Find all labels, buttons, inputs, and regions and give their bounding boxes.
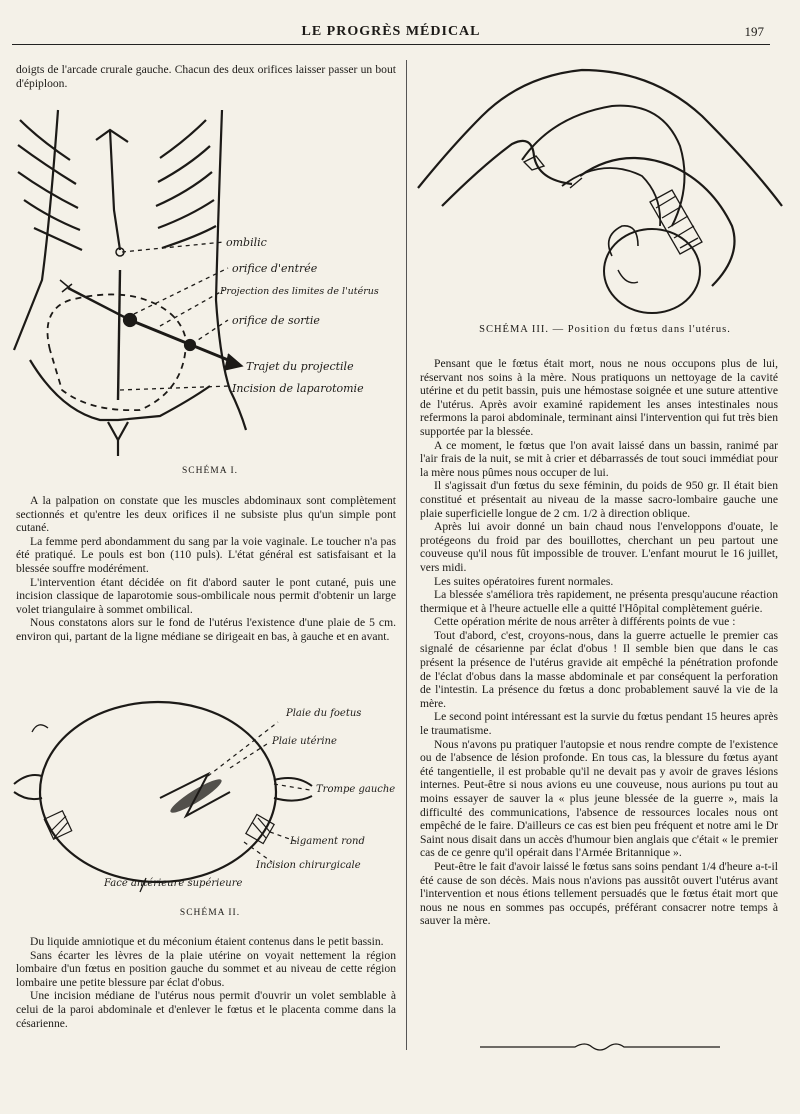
page-number: 197 xyxy=(744,24,764,39)
left-middle-text xyxy=(16,494,396,644)
left-bottom-text xyxy=(16,935,396,1030)
label-trajet-projectile: Trajet du projectile xyxy=(246,360,354,373)
paragraph: A la palpation on constate que les muscles abdominaux sont complètement sectionnés et qu'entre les deux orifices il ne subsiste plus qu'un simple pont cutané. xyxy=(16,494,396,535)
schema-3-figure xyxy=(412,56,787,318)
paragraph: La blessée s'améliora très rapidement, ne présenta presqu'aucune réaction thermique et à l'heure actuelle elle a quitté l'Hôpital complètement guérie. xyxy=(420,588,778,615)
paragraph: Peut-être le fait d'avoir laissé le fœtus sans soins pendant 1/4 d'heure a-t-il été cause de son décès. Mais nous n'avions pas aussitôt ouvert l'utérus avant l'intervention et nous étions tellement persuadés que le fœtus était mort que nous ne nous en sommes pas occupés, préférant consacrer notre temps à sauver la mère. xyxy=(420,859,778,928)
paragraph: Après lui avoir donné un bain chaud nous l'enveloppons d'ouate, le protégeons du froid par des bouillottes, cherchant un peu partout une couveuse qu'il nous fût impossible de trouver. L'enfant mourut le 16 juillet, vers midi. xyxy=(420,520,778,574)
schema-3-caption: SCHÉMA III. — Position du fœtus dans l'utérus. xyxy=(479,324,731,335)
journal-title: LE PROGRÈS MÉDICAL xyxy=(301,24,481,39)
label-trompe-gauche: Trompe gauche xyxy=(316,784,396,795)
label-orifice-sortie: orifice de sortie xyxy=(232,314,320,327)
paragraph: L'intervention étant décidée on fit d'abord sauter le pont cutané, puis une incision classique de laparotomie sous-ombilicale nous permit d'obtenir un large volet triangulaire à sommet ombilical. xyxy=(16,575,396,616)
paragraph: Tout d'abord, c'est, croyons-nous, dans la guerre actuelle le premier cas signalé de césarienne par éclat d'obus ! Il semble bien que dans le cas présent la présence de l'utérus gravide ait empêché la pénétration profonde de l'éclat d'obus dans la masse abdominale et par conséquent la perforation de l'intestin. La présence du fœtus a donc probablement sauvé la vie de la mère. xyxy=(420,628,778,710)
paragraph: Pensant que le fœtus était mort, nous ne nous occupons plus de lui, réservant nos soins à la mère. Nous pratiquons un nettoyage de la cavité utérine et du petit bassin, puis une hémostase soignée et une suture attentive de l'utérus. Après avoir examiné rapidement les anses intestinales nous refermons la paroi abdominale, terminant ainsi l'intervention qui fut très bien supportée par la blessée. xyxy=(420,357,778,438)
schema-1-caption: SCHÉMA I. xyxy=(182,466,238,476)
schema-2-caption: SCHÉMA II. xyxy=(179,908,241,918)
paragraph: Une incision médiane de l'utérus nous permit d'ouvrir un volet semblable à celui de la paroi abdominale et d'enlever le fœtus et le placenta comme dans la césarienne. xyxy=(16,989,396,1030)
column-divider xyxy=(406,60,407,1050)
right-column-text xyxy=(420,357,778,928)
paragraph: Nous n'avons pu pratiquer l'autopsie et nous rendre compte de l'existence ou de l'absence de lésion profonde. En tous cas, la blessure du fœtus ayant été tangentielle, il est probable qu'il ne devait pas y avoir de graves lésions internes. Peut-être si nous avions eu une couveuse, nous aurions pu tout au moins essayer de sauver la « plus jeune blessée de la guerre », mais la difficulté des communications, l'absence de ressources locales nous ont empêché de le faire. D'ailleurs ce cas est bien peu fréquent et notre ami le Dr Saint nous disait dans un accès d'humour bien anglais que c'était « le premier cas de ce genre qu'il opérait dans l'Armée Britannique ». xyxy=(420,737,778,860)
label-ligament-rond: Ligament rond xyxy=(290,836,365,847)
label-plaie-uterine: Plaie utérine xyxy=(272,736,337,747)
page-header xyxy=(12,22,770,45)
paragraph: Les suites opératoires furent normales. xyxy=(434,574,614,588)
paragraph: Nous constatons alors sur le fond de l'utérus l'existence d'une plaie de 5 cm. environ qui, partant de la ligne médiane se dirigeait en bas, à gauche et en avant. xyxy=(16,616,396,643)
label-incision-laparotomie: Incision de laparotomie xyxy=(232,382,364,395)
label-ombilic: ombilic xyxy=(226,236,267,249)
paragraph: La femme perd abondamment du sang par la voie vaginale. Le toucher n'a pas été pratiqué. Le pouls est bon (110 puls). L'état général est satisfaisant et la blessée souffre modérément. xyxy=(16,534,396,575)
end-ornament xyxy=(480,1040,720,1054)
paragraph: Sans écarter les lèvres de la plaie utérine on voyait nettement la région lombaire d'un fœtus en position gauche du sommet et au niveau de cette région lombaire une petite blessure par éclat d'obus. xyxy=(16,948,396,989)
label-plaie-foetus: Plaie du foetus xyxy=(286,708,362,719)
paragraph: Le second point intéressant est la survie du fœtus pendant 15 heures après le traumatisme. xyxy=(420,710,778,738)
paragraph: Cette opération mérite de nous arrêter à différents points de vue : xyxy=(434,615,736,629)
left-top-text xyxy=(16,63,396,90)
label-incision-chirurgicale: Incision chirurgicale xyxy=(256,860,361,871)
schema-2-figure xyxy=(8,692,403,900)
label-face-anterieure: Face antérieure supérieure xyxy=(104,878,243,889)
paragraph: Il s'agissait d'un fœtus du sexe féminin, du poids de 950 gr. Il était bien constitué et présentait au niveau de la masse sacro-lombaire gauche une plaie superficielle longue de 2 cm. 1/2 à direction oblique. xyxy=(420,479,778,520)
label-orifice-entree: orifice d'entrée xyxy=(232,262,318,275)
label-projection-uterus: Projection des limites de l'utérus xyxy=(220,286,379,297)
paragraph: Du liquide amniotique et du méconium étaient contenus dans le petit bassin. xyxy=(30,935,384,948)
paragraph: A ce moment, le fœtus que l'on avait laissé dans un bassin, ranimé par l'air frais de la nuit, se mit à crier et débarrassés de tout souci immédiat pour la mère nous pûmes nous occuper de lui. xyxy=(420,438,778,479)
schema-1-figure xyxy=(10,100,402,460)
paragraph: doigts de l'arcade crurale gauche. Chacun des deux orifices laisser passer un bout d'épiploon. xyxy=(16,63,396,90)
